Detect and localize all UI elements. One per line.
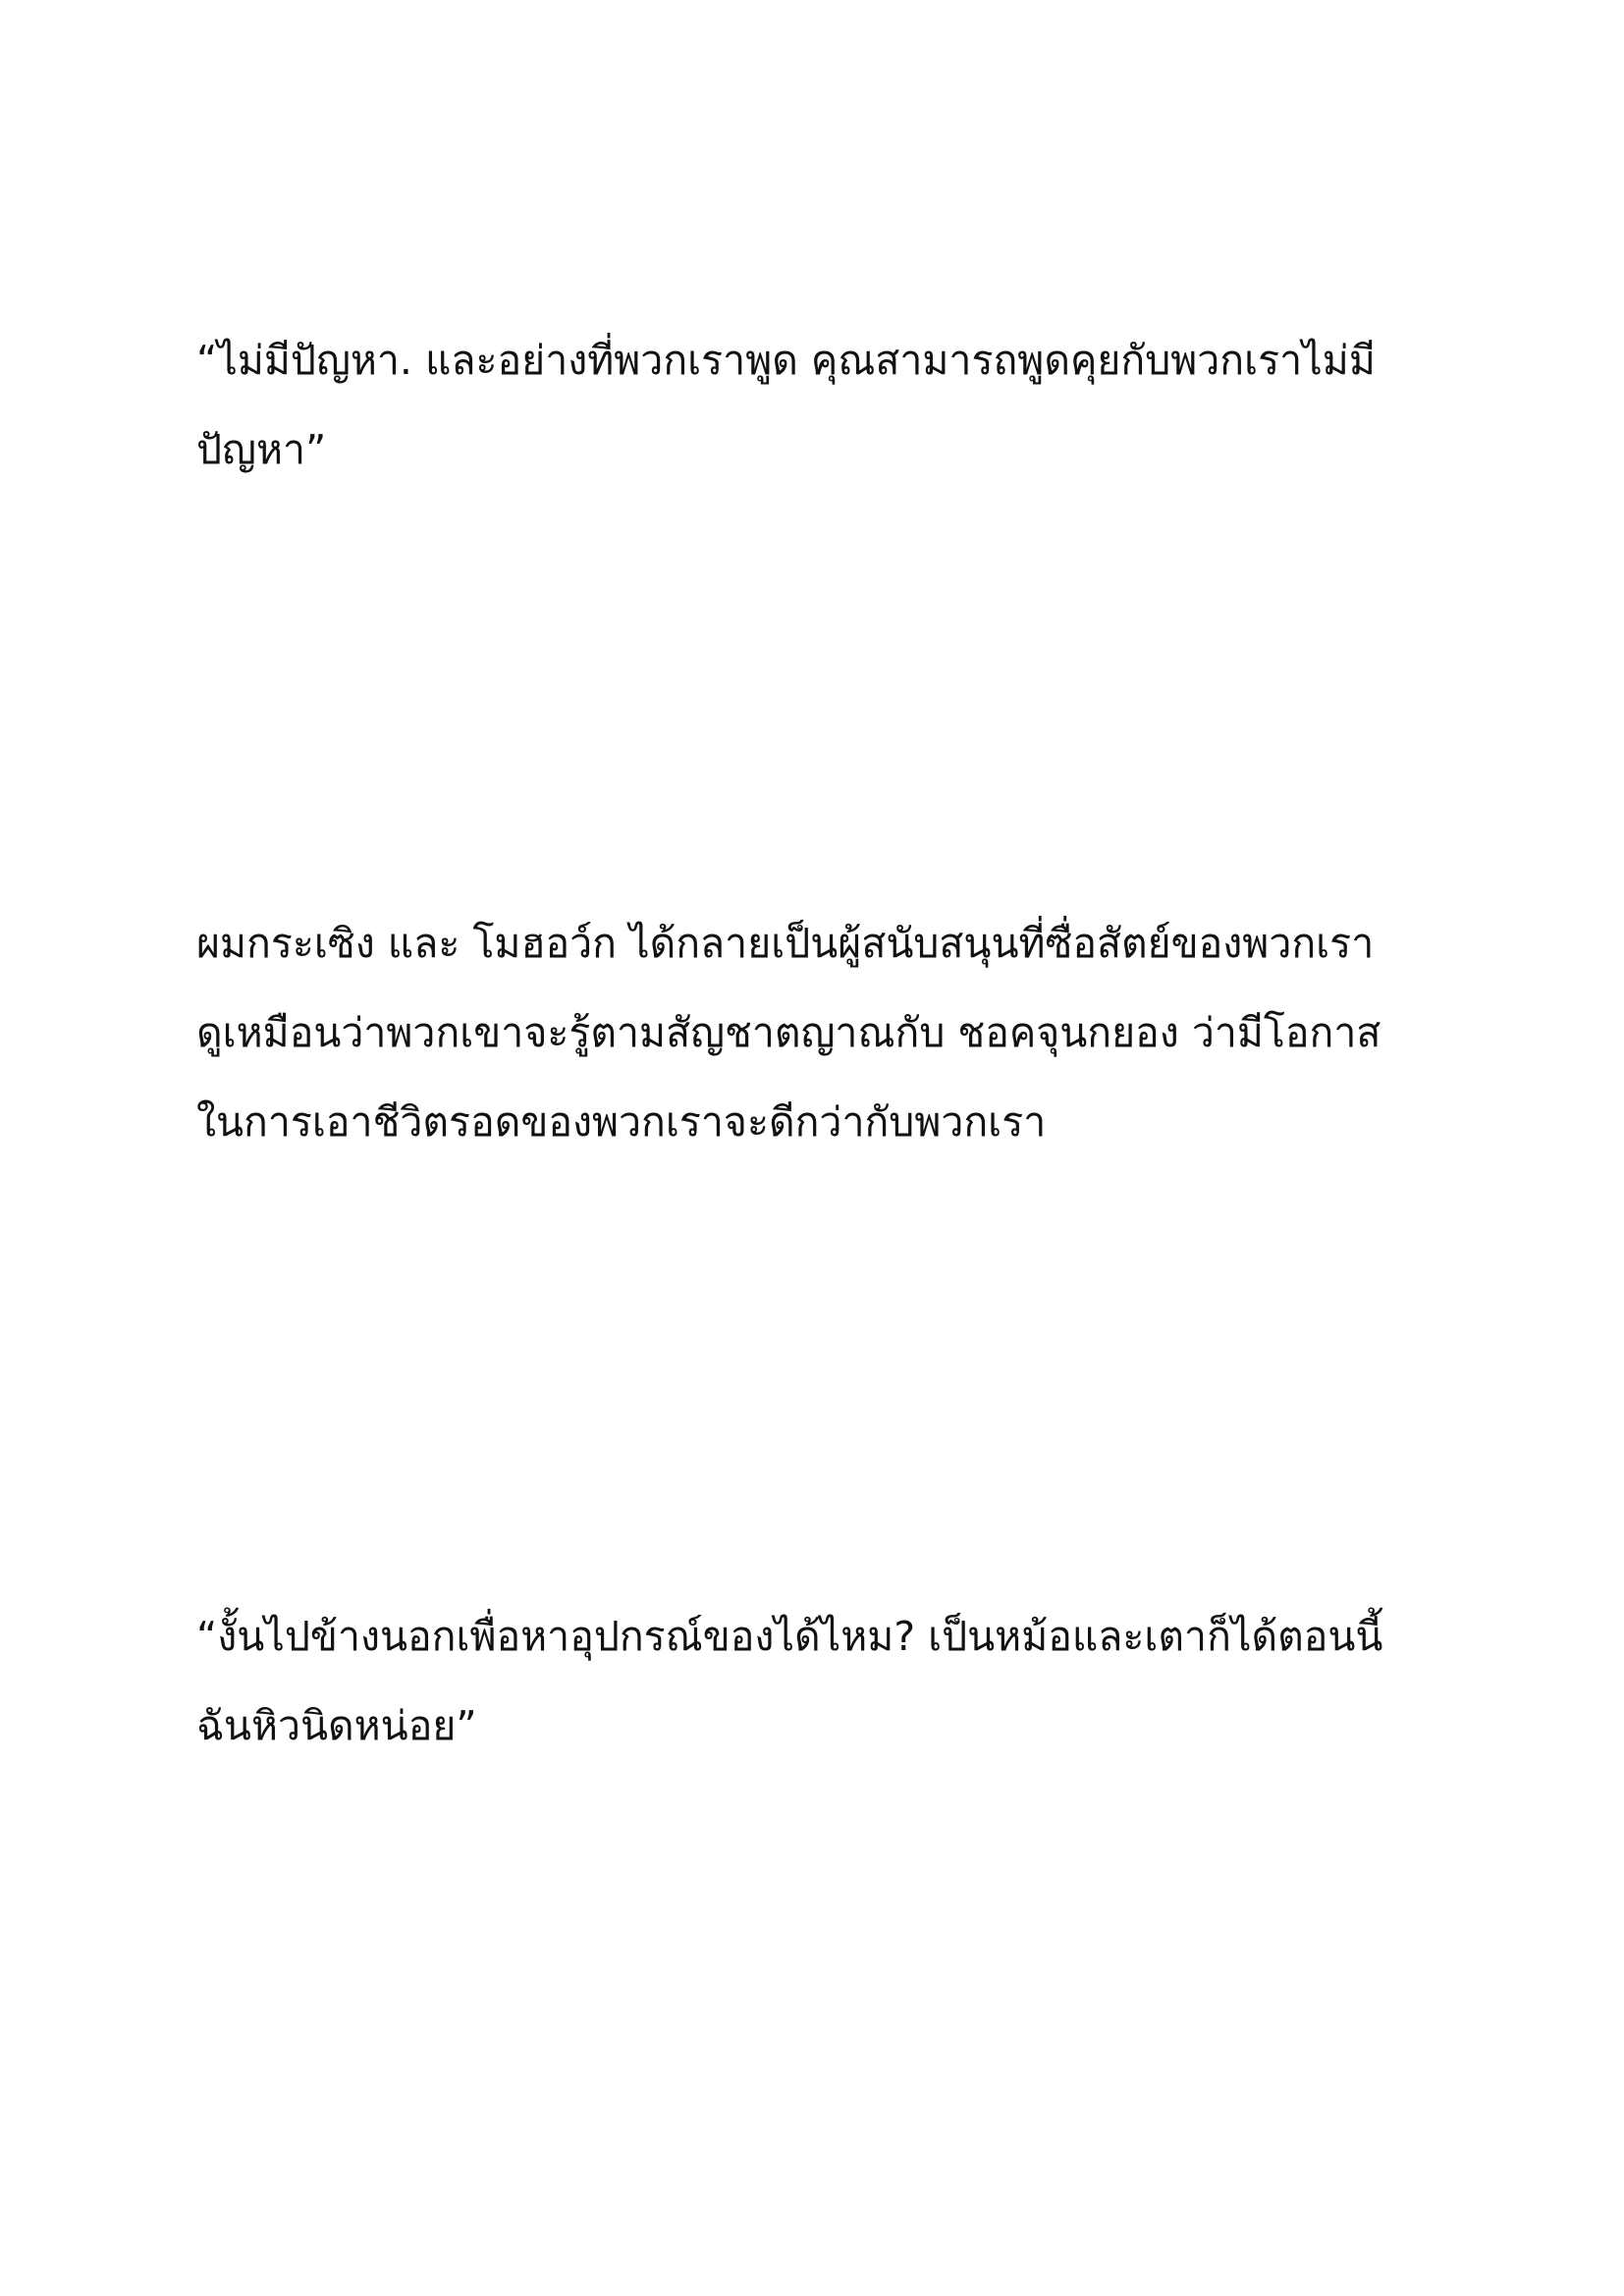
text-line: “ไม่มีปัญหา. และอย่างที่พวกเราพูด คุณสามารถพูดคุยกับพวกเราไม่มี [196,337,1376,384]
text-line: ดูเหมือนว่าพวกเขาจะรู้ตามสัญชาตญาณกับ ชอคจุนกยอง ว่ามีโอกาส [196,1009,1381,1056]
narration-paragraph [196,899,1443,1167]
text-line: ผมกระเซิง และ โมฮอว์ก ได้กลายเป็นผู้สนับสนุนที่ซื่อสัตย์ของพวกเรา [196,920,1375,967]
dialogue-paragraph [196,1592,1443,1771]
dialogue-paragraph [196,316,1443,495]
text-line: ในการเอาชีวิตรอดของพวกเราจะดีกว่ากับพวกเรา [196,1098,1047,1146]
text-line: “งั้นไปข้างนอกเพื่อหาอุปกรณ์ของได้ไหม? เป็นหม้อและเตาก็ได้ตอนนี้ [196,1613,1383,1660]
text-line: ปัญหา” [196,426,327,473]
text-line: ฉันหิวนิดหน่อย” [196,1702,477,1749]
